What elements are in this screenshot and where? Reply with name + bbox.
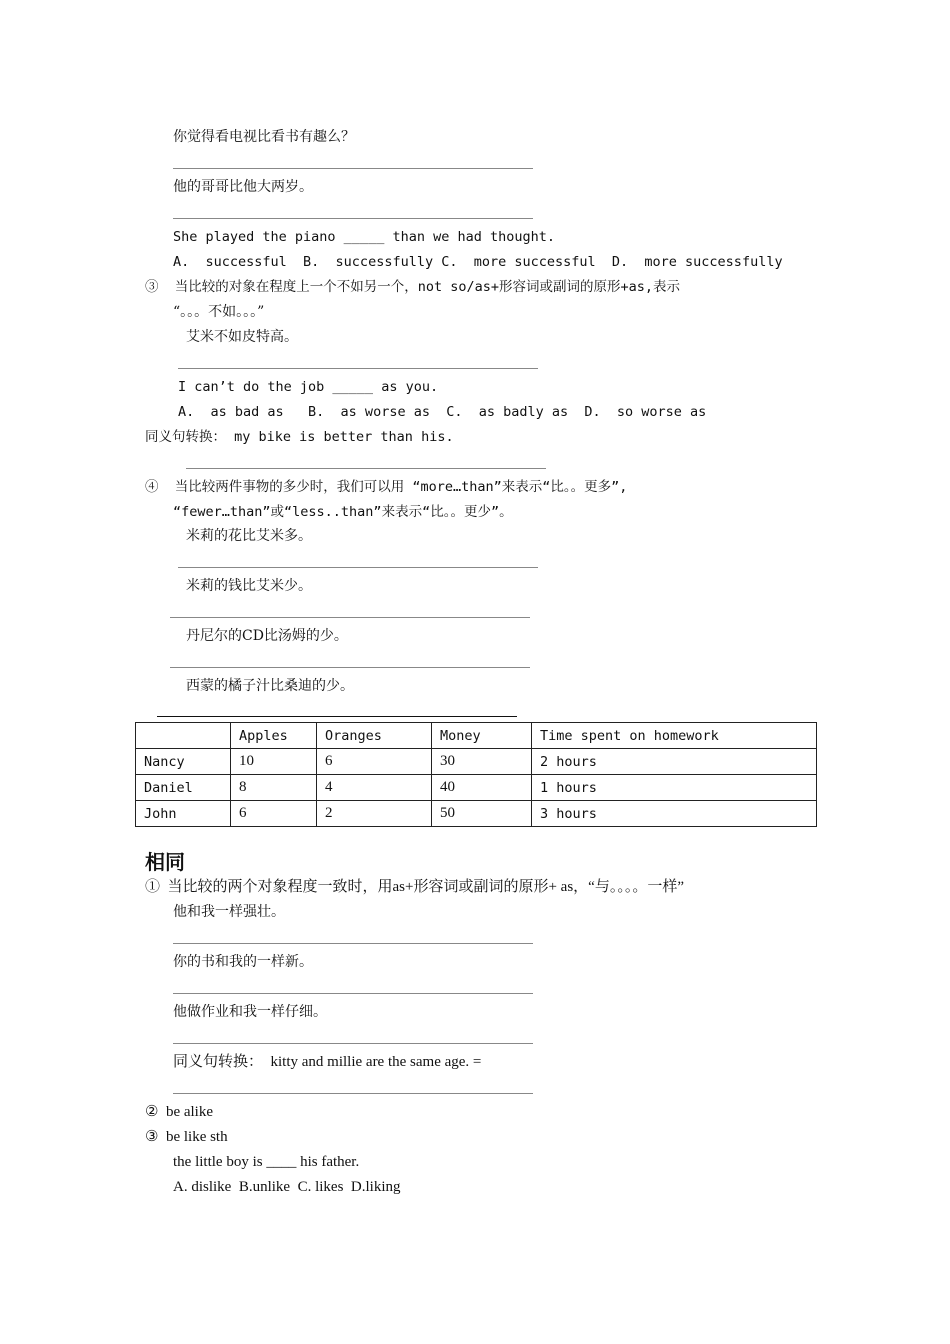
rule-as-as: ① 当比较的两个对象程度一致时，用as+形容词或副词的原形+ as，“与。。。。一样” — [145, 879, 684, 895]
answer-line[interactable] — [173, 943, 533, 944]
answer-line[interactable] — [173, 168, 533, 169]
table-header: Time spent on homework — [532, 723, 817, 749]
answer-line[interactable] — [170, 617, 530, 618]
answer-line[interactable] — [173, 218, 533, 219]
item-be-like: ③ be like sth — [145, 1129, 228, 1145]
rewrite-bike: 同义句转换： my bike is better than his. — [145, 429, 454, 445]
table-cell: 2 — [317, 801, 432, 827]
table-cell: 10 — [231, 749, 317, 775]
rule-not-so-as: ③ 当比较的对象在程度上一个不如另一个，not so/as+形容词或副词的原形+as,表示 — [145, 279, 681, 295]
prompt-tv-vs-books: 你觉得看电视比看书有趣么？ — [173, 129, 355, 145]
table-cell: 6 — [317, 749, 432, 775]
answer-line[interactable] — [178, 567, 538, 568]
table-cell: Nancy — [136, 749, 231, 775]
answer-line[interactable] — [173, 1093, 533, 1094]
table-header: Apples — [231, 723, 317, 749]
prompt-as-careful: 他做作业和我一样仔细。 — [173, 1004, 327, 1020]
answer-line[interactable] — [157, 716, 517, 717]
prompt-daniel-cd: 丹尼尔的CD比汤姆的少。 — [186, 628, 348, 644]
table-header: Money — [432, 723, 532, 749]
answer-line[interactable] — [186, 468, 546, 469]
table-cell: 1 hours — [532, 775, 817, 801]
table-cell: 2 hours — [532, 749, 817, 775]
table-cell: Daniel — [136, 775, 231, 801]
table-cell: 4 — [317, 775, 432, 801]
prompt-millie-money: 米莉的钱比艾米少。 — [186, 578, 312, 594]
answer-line[interactable] — [170, 667, 530, 668]
question-job: I can’t do the job _____ as you. — [178, 379, 439, 395]
prompt-as-new: 你的书和我的一样新。 — [173, 954, 313, 970]
rule-not-so-as-meaning: “。。。不如。。。” — [173, 304, 265, 320]
table-header: Oranges — [317, 723, 432, 749]
table-cell: 50 — [432, 801, 532, 827]
rule-fewer-less: “fewer…than”或“less..than”来表示“比。。更少”。 — [173, 504, 513, 520]
rewrite-same-age: 同义句转换： kitty and millie are the same age. = — [173, 1054, 482, 1070]
choices-piano: A. successful B. successfully C. more successful D. more successfully — [173, 254, 783, 270]
table-row — [136, 775, 817, 801]
prompt-millie-flowers: 米莉的花比艾米多。 — [186, 528, 312, 544]
item-be-alike: ② be alike — [145, 1104, 214, 1120]
prompt-simon-juice: 西蒙的橘子汁比桑迪的少。 — [186, 678, 354, 694]
prompt-as-strong: 他和我一样强壮。 — [173, 904, 285, 920]
comparison-table — [135, 722, 817, 827]
question-piano: She played the piano _____ than we had thought. — [173, 229, 556, 245]
answer-line[interactable] — [173, 1043, 533, 1044]
table-row — [136, 749, 817, 775]
choices-little-boy: A. dislike B.unlike C. likes D.liking — [173, 1179, 401, 1195]
table-row — [136, 801, 817, 827]
question-little-boy: the little boy is ____ his father. — [173, 1154, 360, 1170]
answer-line[interactable] — [178, 368, 538, 369]
table-cell: John — [136, 801, 231, 827]
prompt-brother-older: 他的哥哥比他大两岁。 — [173, 179, 313, 195]
table-cell: 8 — [231, 775, 317, 801]
table-cell: 40 — [432, 775, 532, 801]
section-heading-same: 相同 — [145, 850, 185, 874]
rule-more-than: ④ 当比较两件事物的多少时，我们可以用 “more…than”来表示“比。。更多”, — [145, 479, 628, 495]
table-cell: 6 — [231, 801, 317, 827]
table-header-row — [136, 723, 817, 749]
table-cell: 30 — [432, 749, 532, 775]
table-cell: 3 hours — [532, 801, 817, 827]
choices-job: A. as bad as B. as worse as C. as badly as D. so worse as — [178, 404, 707, 420]
table-header — [136, 723, 231, 749]
prompt-amy-peter: 艾米不如皮特高。 — [186, 329, 298, 345]
answer-line[interactable] — [173, 993, 533, 994]
